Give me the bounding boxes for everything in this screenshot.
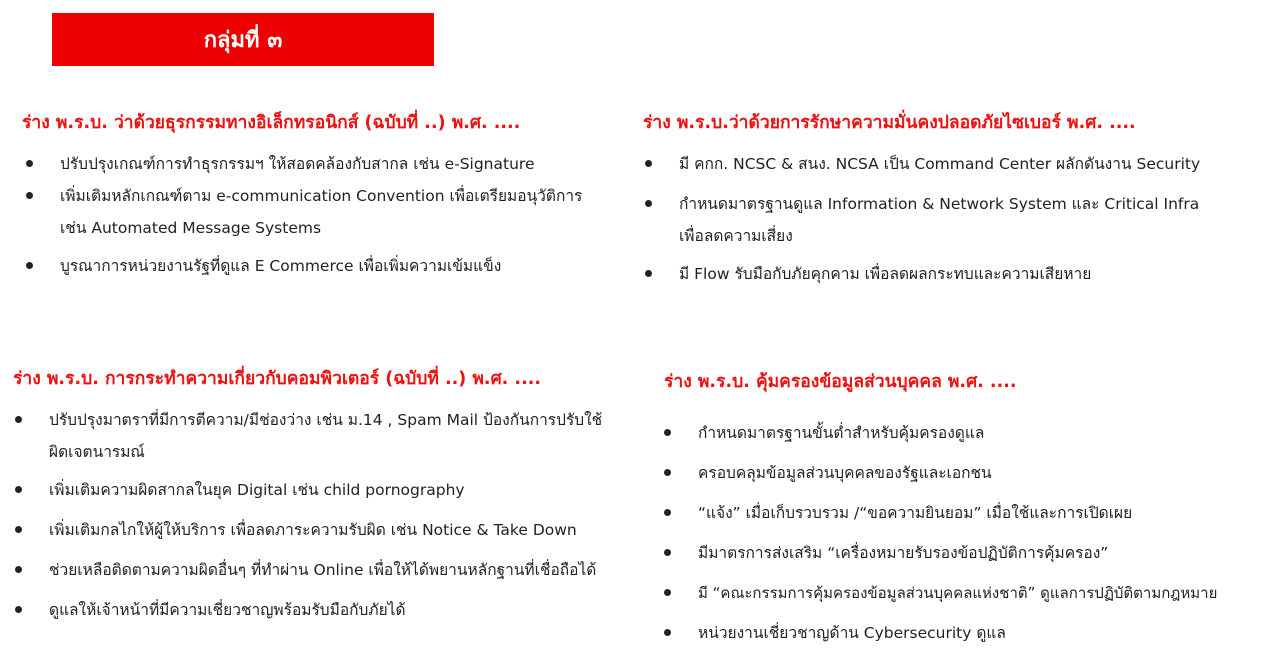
- bullet-icon: [15, 526, 22, 533]
- bullet-list: [26, 148, 582, 282]
- list-item-text: ดูแลให้เจ้าหน้าที่มีความเชี่ยวชาญพร้อมรับมือกับภัยได้: [49, 601, 406, 619]
- bullet-list: [15, 404, 602, 626]
- list-item-text-continued: ผิดเจตนารมณ์: [49, 443, 145, 461]
- section-title: ร่าง พ.ร.บ.ว่าด้วยการรักษาความมั่นคงปลอดภัยไซเบอร์ พ.ศ. ....: [643, 113, 1136, 133]
- bullet-icon: [26, 262, 33, 269]
- section-personal-data-protection: [664, 369, 1218, 642]
- bullet-icon: [26, 192, 33, 199]
- list-item: [645, 188, 1200, 252]
- group-banner: [52, 13, 434, 66]
- section-title: ร่าง พ.ร.บ. การกระทำความเกี่ยวกับคอมพิวเตอร์ (ฉบับที่ ..) พ.ศ. ....: [13, 369, 542, 389]
- bullet-icon: [15, 606, 22, 613]
- list-item: [15, 514, 602, 546]
- list-item-text: หน่วยงานเชี่ยวชาญด้าน Cybersecurity ดูแล: [698, 624, 1006, 642]
- list-item: [645, 258, 1200, 290]
- list-item: [664, 493, 1217, 533]
- list-item-text: ปรับปรุงเกณฑ์การทำธุรกรรมฯ ให้สอดคล้องกับสากล เช่น e-Signature: [60, 155, 535, 173]
- list-item: [664, 573, 1217, 613]
- list-item-text: เพิ่มเติมความผิดสากลในยุค Digital เช่น child pornography: [49, 481, 465, 499]
- list-item: [664, 613, 1217, 653]
- section-electronic-transactions: [22, 110, 583, 275]
- bullet-icon: [26, 160, 33, 167]
- bullet-icon: [645, 200, 652, 207]
- list-item-text: ช่วยเหลือติดตามความผิดอื่นๆ ที่ทำผ่าน Online เพื่อให้ได้พยานหลักฐานที่เชื่อถือได้: [49, 561, 597, 579]
- list-item-text: “แจ้ง” เมื่อเก็บรวบรวม /“ขอความยินยอม” เมื่อใช้และการเปิดเผย: [698, 504, 1133, 522]
- list-item: [15, 594, 602, 626]
- list-item-text: มี Flow รับมือกับภัยคุกคาม เพื่อลดผลกระทบและความเสียหาย: [679, 265, 1092, 283]
- list-item-text: มี “คณะกรรมการคุ้มครองข้อมูลส่วนบุคคลแห่งชาติ” ดูแลการปฏิบัติตามกฎหมาย: [698, 584, 1218, 602]
- list-item: [15, 554, 602, 586]
- section-cybersecurity: [643, 110, 1201, 283]
- bullet-icon: [664, 469, 671, 476]
- list-item-text: มี คกก. NCSC & สนง. NCSA เป็น Command Center ผลักดันงาน Security: [679, 155, 1201, 173]
- list-item-text-continued: เพื่อลดความเสี่ยง: [679, 227, 793, 245]
- list-item: [664, 453, 1217, 493]
- group-banner-title: กลุ่มที่ ๓: [203, 28, 283, 53]
- list-item: [26, 250, 582, 282]
- list-item-text: เพิ่มเติมกลไกให้ผู้ให้บริการ เพื่อลดภาระความรับผิด เช่น Notice & Take Down: [49, 521, 577, 539]
- bullet-icon: [15, 486, 22, 493]
- list-item-text-continued: เช่น Automated Message Systems: [60, 219, 322, 237]
- list-item: [26, 148, 582, 180]
- bullet-list: [645, 148, 1200, 290]
- list-item: [15, 474, 602, 506]
- list-item-text: กำหนดมาตรฐานขั้นต่ำสำหรับคุ้มครองดูแล: [698, 424, 985, 442]
- list-item-text: บูรณาการหน่วยงานรัฐที่ดูแล E Commerce เพื่อเพิ่มความเข้มแข็ง: [60, 257, 502, 275]
- bullet-icon: [645, 270, 652, 277]
- bullet-icon: [664, 549, 671, 556]
- list-item: [664, 413, 1217, 453]
- list-item-text: มีมาตรการส่งเสริม “เครื่องหมายรับรองข้อปฏิบัติการคุ้มครอง”: [698, 544, 1109, 562]
- list-item-text: เพิ่มเติมหลักเกณฑ์ตาม e-communication Convention เพื่อเตรียมอนุวัติการ: [60, 187, 583, 205]
- list-item-text: ปรับปรุงมาตราที่มีการตีความ/มีช่องว่าง เช่น ม.14 , Spam Mail ป้องกันการปรับใช้: [49, 411, 603, 429]
- list-item-text: ครอบคลุมข้อมูลส่วนบุคคลของรัฐและเอกชน: [698, 464, 992, 482]
- bullet-icon: [15, 416, 22, 423]
- list-item: [15, 404, 602, 468]
- bullet-icon: [664, 589, 671, 596]
- list-item: [664, 533, 1217, 573]
- section-title: ร่าง พ.ร.บ. ว่าด้วยธุรกรรมทางอิเล็กทรอนิกส์ (ฉบับที่ ..) พ.ศ. ....: [22, 113, 521, 133]
- section-title: ร่าง พ.ร.บ. คุ้มครองข้อมูลส่วนบุคคล พ.ศ. ....: [664, 372, 1017, 392]
- list-item-text: กำหนดมาตรฐานดูแล Information & Network System และ Critical Infra: [679, 195, 1200, 213]
- section-computer-crime: [13, 366, 603, 619]
- bullet-icon: [664, 629, 671, 636]
- bullet-icon: [15, 566, 22, 573]
- list-item: [26, 180, 582, 244]
- bullet-list: [664, 413, 1217, 653]
- bullet-icon: [664, 509, 671, 516]
- bullet-icon: [645, 160, 652, 167]
- bullet-icon: [664, 429, 671, 436]
- list-item: [645, 148, 1200, 180]
